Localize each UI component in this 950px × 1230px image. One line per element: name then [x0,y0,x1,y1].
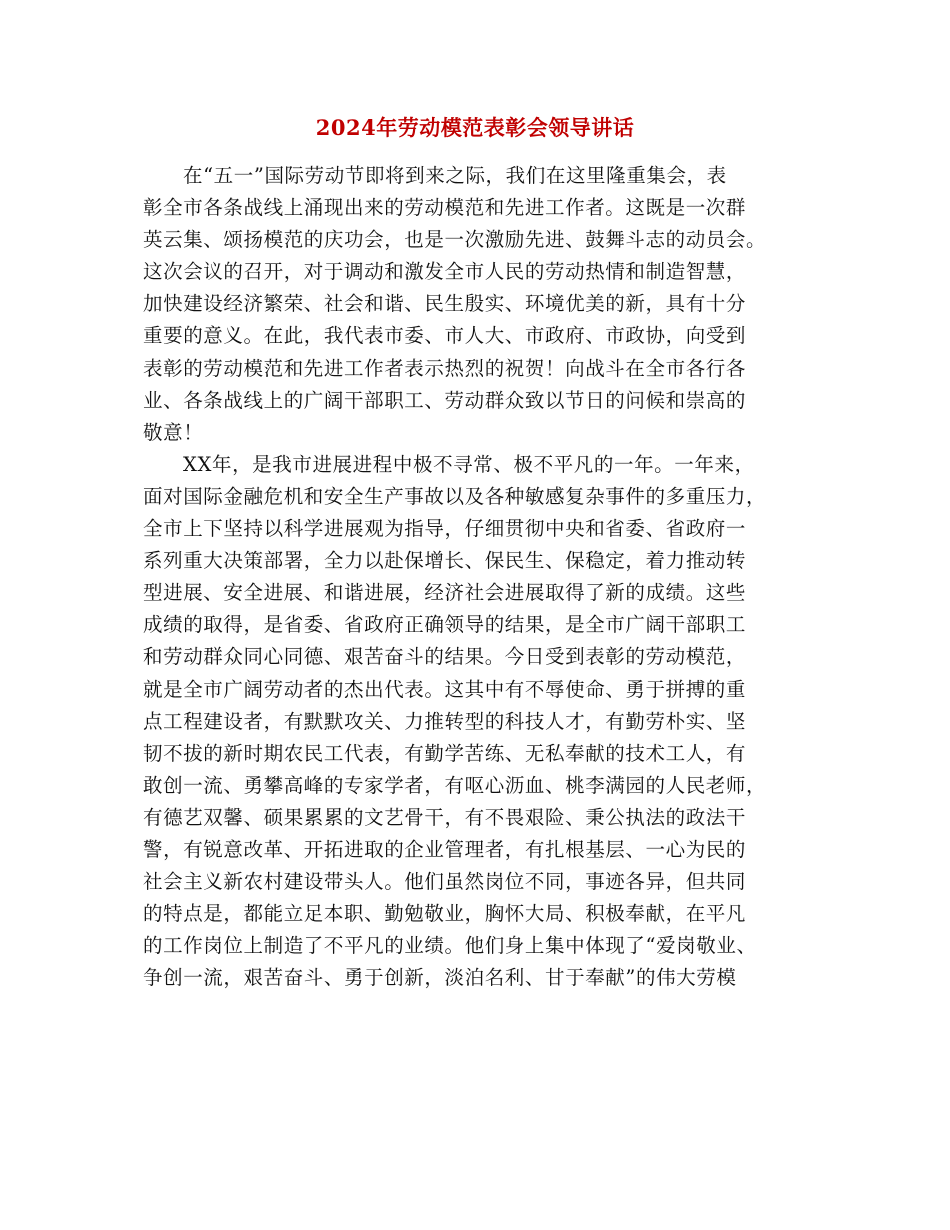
paragraph-line: 在“五一”国际劳动节即将到来之际，我们在这里隆重集会，表 [183,164,727,187]
paragraph-line: 重要的意义。在此，我代表市委、市人大、市政府、市政协，向受到 [143,324,747,348]
paragraph-line: 业、各条战线上的广阔干部职工、劳动群众致以节日的问候和崇高的 [143,388,747,412]
paragraph-line: 面对国际金融危机和安全生产事故以及各种敏感复杂事件的多重压力， [143,484,767,508]
paragraph-line: 和劳动群众同心同德、艰苦奋斗的结果。今日受到表彰的劳动模范， [143,645,747,669]
paragraph-line: 争创一流，艰苦奋斗、勇于创新，淡泊名利、甘于奉献”的伟大劳模 [143,966,737,990]
paragraph-line: 点工程建设者，有默默攻关、力推转型的科技人才，有勤劳朴实、坚 [143,709,747,733]
paragraph-line: 这次会议的召开，对于调动和激发全市人民的劳动热情和制造智慧， [143,260,747,284]
paragraph-line: 社会主义新农村建设带头人。他们虽然岗位不同，事迹各异，但共同 [143,870,747,894]
paragraph-line: 成绩的取得，是省委、省政府正确领导的结果，是全市广阔干部职工 [143,613,747,637]
paragraph-line: 警，有锐意改革、开拓进取的企业管理者，有扎根基层、一心为民的 [143,837,747,861]
paragraph-line: 韧不拔的新时期农民工代表，有勤学苦练、无私奉献的技术工人，有 [143,741,747,765]
document-body [143,160,823,994]
paragraph-line: 敬意！ [143,420,204,444]
paragraph-1 [143,160,823,449]
paragraph-line: 有德艺双馨、硕果累累的文艺骨干，有不畏艰险、秉公执法的政法干 [143,805,747,829]
paragraph-line: 彰全市各条战线上涌现出来的劳动模范和先进工作者。这既是一次群 [143,196,747,220]
paragraph-line: 就是全市广阔劳动者的杰出代表。这其中有不辱使命、勇于拼搏的重 [143,677,747,701]
paragraph-line: 表彰的劳动模范和先进工作者表示热烈的祝贺！向战斗在全市各行各 [143,356,747,380]
paragraph-line: 的工作岗位上制造了不平凡的业绩。他们身上集中体现了“爱岗敬业、 [143,934,757,958]
paragraph-line: 加快建设经济繁荣、社会和谐、民生殷实、环境优美的新，具有十分 [143,292,747,316]
paragraph-line: 的特点是，都能立足本职、勤勉敬业，胸怀大局、积极奉献，在平凡 [143,902,747,926]
paragraph-line: 系列重大决策部署，全力以赴保增长、保民生、保稳定，着力推动转 [143,549,747,573]
paragraph-line: 全市上下坚持以科学进展观为指导，仔细贯彻中央和省委、省政府一 [143,517,747,541]
paragraph-line: 敢创一流、勇攀高峰的专家学者，有呕心沥血、桃李满园的人民老师， [143,773,767,797]
paragraph-2 [143,449,823,995]
document-title: 2024年劳动模范表彰会领导讲话 [315,115,635,140]
paragraph-line: 英云集、颂扬模范的庆功会，也是一次激励先进、鼓舞斗志的动员会。 [143,228,767,252]
paragraph-line: 型进展、安全进展、和谐进展，经济社会进展取得了新的成绩。这些 [143,581,747,605]
paragraph-line: XX年，是我市进展进程中极不寻常、极不平凡的一年。一年来， [183,452,755,476]
